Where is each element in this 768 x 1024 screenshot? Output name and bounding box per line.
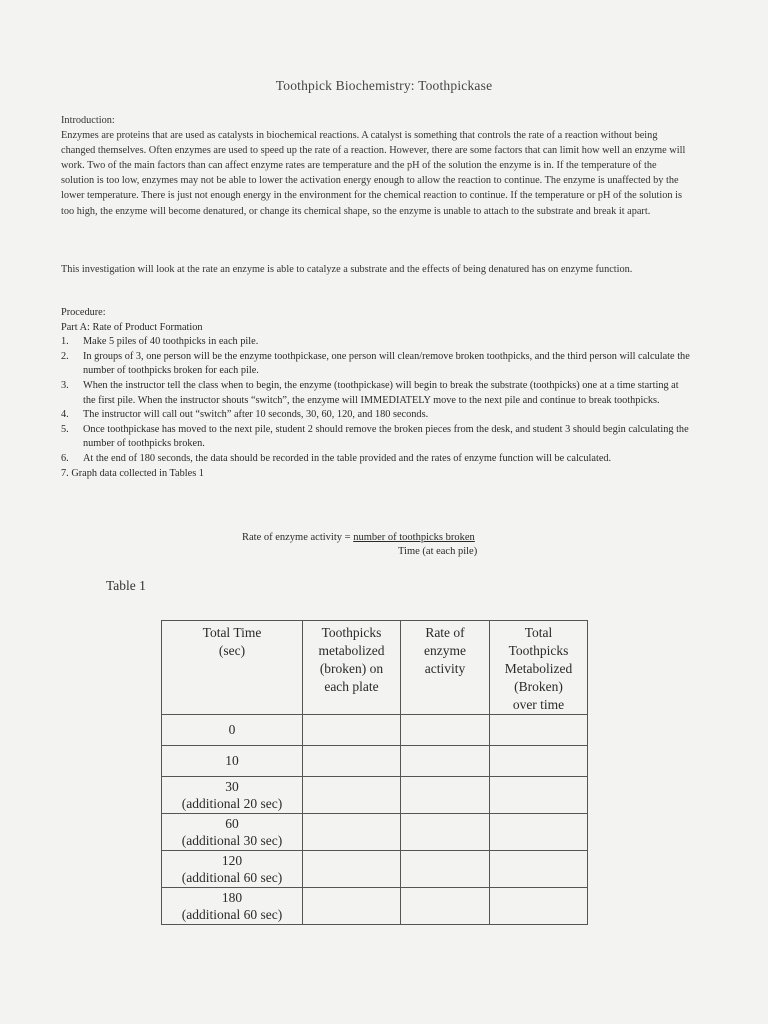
time-cell xyxy=(162,777,303,814)
procedure-step xyxy=(61,467,691,482)
empty-cell xyxy=(303,851,401,888)
introduction-text: Enzymes are proteins that are used as catalysts in biochemical reactions. A catalyst is something that controls the rate of a reaction without being changed themselves. Often enzymes are used to speed up the rate of a reaction. However, there are some factors that can limit how well an enzyme will work. Two of the main factors than can affect enzyme rates are temperature and the pH of the solution the enzyme is in. If the temperature of the solution is too low, enzymes may not be able to lower the activation energy enough to allow the reaction to continue. The enzyme is unaffected by the lower temperature. There is just not enough energy in the environment for the chemical reaction to continue. If the temperature or pH of the solution is too high, the enzyme will become denatured, or change its chemical shape, so the enzyme is unable to attach to the substrate and break it apart. xyxy=(61,130,686,217)
formula-numerator: number of toothpicks broken xyxy=(353,532,475,543)
empty-cell xyxy=(401,715,490,746)
introduction-section xyxy=(61,113,691,219)
introduction-heading: Introduction: xyxy=(61,115,115,126)
procedure-step xyxy=(61,350,691,379)
table-label: Table 1 xyxy=(106,578,146,593)
procedure-step xyxy=(61,423,691,452)
time-value: 60 xyxy=(225,815,239,831)
empty-cell xyxy=(401,851,490,888)
time-value: 30 xyxy=(225,778,239,794)
empty-cell xyxy=(490,746,588,777)
empty-cell xyxy=(490,777,588,814)
step-number: 6. xyxy=(61,452,69,464)
time-value: 0 xyxy=(228,722,236,737)
header-line: metabolized xyxy=(318,643,385,658)
procedure-section xyxy=(61,306,691,481)
table-row xyxy=(162,814,588,851)
empty-cell xyxy=(303,777,401,814)
step-number: 5. xyxy=(61,423,69,435)
header-line: over time xyxy=(512,697,565,712)
empty-cell xyxy=(490,851,588,888)
rate-formula xyxy=(242,531,477,559)
investigation-paragraph: This investigation will look at the rate an enzyme is able to catalyze a substrate and the effects of being denatured has on enzyme function. xyxy=(61,264,633,275)
procedure-heading: Procedure: xyxy=(61,307,106,318)
time-note: (additional 30 sec) xyxy=(181,833,283,848)
time-note: (additional 60 sec) xyxy=(181,907,283,922)
procedure-step xyxy=(61,379,691,408)
procedure-steps xyxy=(61,335,691,481)
empty-cell xyxy=(401,777,490,814)
table-header-row xyxy=(162,621,588,715)
empty-cell xyxy=(303,715,401,746)
step-text: Make 5 piles of 40 toothpicks in each pile. xyxy=(83,336,259,348)
header-line: (sec) xyxy=(218,643,246,658)
header-rate-of-enzyme-activity xyxy=(401,621,490,715)
header-line: (Broken) xyxy=(514,679,563,694)
header-line: Total Time xyxy=(202,625,262,640)
procedure-step xyxy=(61,452,691,467)
header-total-toothpicks-metabolized xyxy=(490,621,588,715)
empty-cell xyxy=(303,814,401,851)
data-table xyxy=(161,620,588,925)
time-value: 120 xyxy=(221,852,243,868)
time-cell xyxy=(162,746,303,777)
time-note: (additional 20 sec) xyxy=(181,796,283,811)
header-line: Toothpicks xyxy=(508,643,569,658)
formula-denominator: Time (at each pile) xyxy=(398,546,478,557)
table-row xyxy=(162,777,588,814)
empty-cell xyxy=(401,814,490,851)
step-number: 1. xyxy=(61,336,69,348)
empty-cell xyxy=(401,888,490,925)
time-value: 10 xyxy=(225,753,239,768)
empty-cell xyxy=(303,746,401,777)
header-line: Toothpicks xyxy=(321,625,382,640)
header-line: Rate of xyxy=(425,625,465,640)
time-cell xyxy=(162,814,303,851)
time-note: (additional 60 sec) xyxy=(181,870,283,885)
step-number: 3. xyxy=(61,379,69,391)
time-cell xyxy=(162,888,303,925)
table-row xyxy=(162,888,588,925)
procedure-step xyxy=(61,408,691,423)
empty-cell xyxy=(490,715,588,746)
step-number: 7. xyxy=(61,467,69,479)
time-value: 180 xyxy=(221,889,243,905)
header-line: (broken) on xyxy=(319,661,384,676)
step-text: When the instructor tell the class when to begin, the enzyme (toothpickase) will begin to break the substrate (toothpicks) one at a time starting at the first pile. When the instructor shouts “switch”, the enzyme will IMMEDIATELY move to the next pile and continue to break toothpicks. xyxy=(83,379,679,406)
empty-cell xyxy=(490,888,588,925)
formula-lhs: Rate of enzyme activity = xyxy=(242,532,354,543)
header-toothpicks-metabolized xyxy=(303,621,401,715)
step-text: Once toothpickase has moved to the next pile, student 2 should remove the broken pieces from the desk, and student 3 should begin calculating the number of toothpicks broken. xyxy=(83,423,689,450)
step-number: 4. xyxy=(61,409,69,421)
header-line: enzyme xyxy=(424,643,466,658)
table-row xyxy=(162,715,588,746)
empty-cell xyxy=(490,814,588,851)
header-line: activity xyxy=(424,661,466,676)
step-text: Graph data collected in Tables 1 xyxy=(71,467,204,479)
empty-cell xyxy=(303,888,401,925)
step-text: In groups of 3, one person will be the enzyme toothpickase, one person will clean/remove broken toothpicks, and the third person will calculate the number of toothpicks broken for each pile. xyxy=(83,350,690,377)
step-text: The instructor will call out “switch” after 10 seconds, 30, 60, 120, and 180 seconds. xyxy=(83,409,429,421)
step-text: At the end of 180 seconds, the data should be recorded in the table provided and the rates of enzyme function will be calculated. xyxy=(83,452,612,464)
procedure-step xyxy=(61,335,691,350)
table-row xyxy=(162,851,588,888)
empty-cell xyxy=(401,746,490,777)
header-line: each plate xyxy=(324,679,379,694)
document-title: Toothpick Biochemistry: Toothpickase xyxy=(275,78,493,93)
table-row xyxy=(162,746,588,777)
header-line: Total xyxy=(524,625,553,640)
procedure-part-heading: Part A: Rate of Product Formation xyxy=(61,321,203,333)
header-line: Metabolized xyxy=(504,661,573,676)
step-number: 2. xyxy=(61,350,69,362)
time-cell xyxy=(162,851,303,888)
time-cell xyxy=(162,715,303,746)
header-total-time xyxy=(162,621,303,715)
